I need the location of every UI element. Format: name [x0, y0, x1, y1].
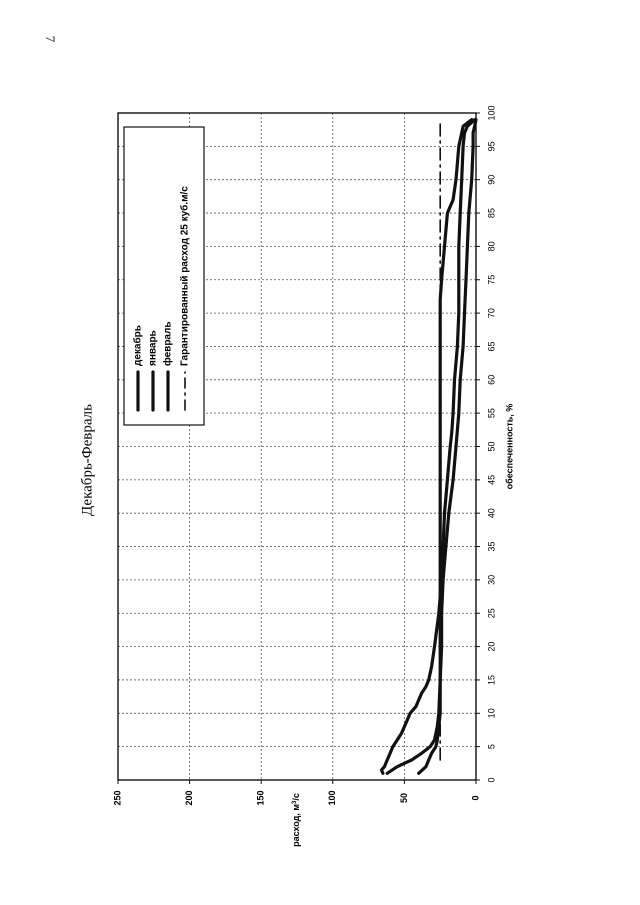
- y-tick-label: 100: [327, 790, 338, 806]
- x-tick-label: 35: [486, 541, 497, 552]
- y-tick-label: 50: [398, 792, 409, 804]
- x-tick-label: 15: [486, 674, 497, 685]
- x-tick-label: 20: [486, 641, 497, 652]
- x-tick-label: 5: [486, 744, 497, 750]
- y-tick-label: 0: [470, 795, 481, 801]
- y-axis-title-sup: 3: [291, 800, 298, 804]
- x-tick-label: 95: [486, 141, 497, 152]
- x-tick-label: 70: [486, 308, 497, 319]
- x-tick-label: 0: [486, 777, 497, 783]
- chart-plot: [79, 105, 514, 846]
- legend-box: [124, 127, 204, 425]
- y-axis-title: [291, 793, 301, 847]
- y-tick-label: 150: [255, 790, 266, 806]
- x-tick-label: 90: [486, 174, 497, 185]
- x-tick-label: 25: [486, 608, 497, 619]
- x-tick-label: 60: [486, 374, 497, 385]
- x-tick-label: 75: [486, 274, 497, 285]
- legend-label: декабрь: [132, 325, 144, 366]
- x-tick-label: 45: [486, 474, 497, 485]
- x-tick-label: 30: [486, 574, 497, 585]
- y-tick-label: 250: [112, 790, 123, 806]
- x-tick-label: 50: [486, 441, 497, 452]
- page-number: 7: [43, 35, 58, 43]
- y-tick-label: 200: [183, 790, 194, 806]
- x-tick-label: 80: [486, 241, 497, 252]
- y-axis-title-part: /с: [291, 793, 302, 801]
- x-tick-label: 100: [486, 105, 497, 121]
- legend-label: Гарантированный расход 25 куб.м/с: [179, 186, 191, 366]
- x-tick-label: 85: [486, 208, 497, 219]
- x-tick-label: 65: [486, 341, 497, 352]
- x-tick-label: 40: [486, 508, 497, 519]
- legend-label: январь: [147, 330, 159, 366]
- legend: [124, 127, 204, 425]
- x-tick-label: 55: [486, 408, 497, 419]
- x-tick-label: 10: [486, 708, 497, 719]
- chart-title: Декабрь-Февраль: [79, 404, 96, 516]
- x-axis-title: обеспеченность, %: [504, 403, 515, 490]
- y-axis-title-part: расход, м: [291, 803, 302, 847]
- legend-label: февраль: [162, 321, 174, 366]
